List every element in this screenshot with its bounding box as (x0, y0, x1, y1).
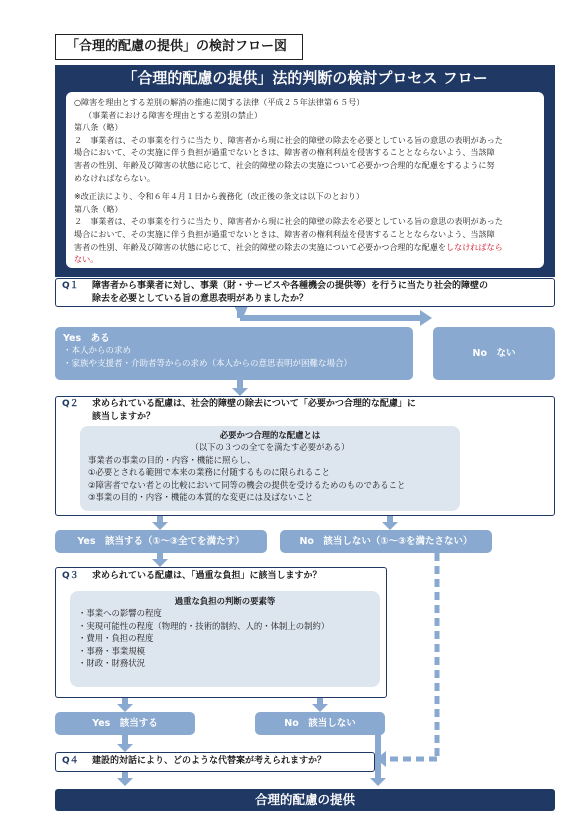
article-heading-revised: 第八条（略） (74, 203, 123, 214)
q3-info-item: ・費用・負担の程度 (78, 633, 154, 644)
arrow-q3-head (152, 559, 168, 567)
arrow-no-head (420, 310, 432, 326)
arrow-result-left-head (117, 778, 133, 786)
act-name: ○障害を理由とする差別の解消の推進に関する法律（平成２５年法律第６５号） (74, 97, 365, 107)
q2-line1: 求められている配慮は、社会的障壁の除去について「必要かつ合理的な配慮」に (92, 399, 416, 409)
q2-info-line: 事業者の事業の目的・内容・機能に照らし、 (88, 454, 256, 465)
q2-info-line: ②障害者でない者との比較において同等の機会の提供を受けるためのものであること (88, 479, 406, 490)
arrow-q3-yes-head (117, 704, 133, 712)
q3-text: 求められている配慮は、「過重な負担」に該当しますか？ (92, 571, 322, 581)
q2-info-title: 必要かつ合理的な配慮とは (219, 430, 321, 440)
q1-no-box: No ない (433, 327, 555, 380)
article-line: めなければならない。 (74, 172, 155, 183)
obligation-highlight: しなければなら (446, 241, 503, 252)
q1-yes-box (55, 327, 413, 380)
q1-yes-label: Yes ある (63, 333, 110, 344)
law-heading: 「合理的配慮の提供」法的判断の検討プロセス フロー (122, 69, 488, 87)
arrow-q4-head (117, 744, 133, 752)
result-box: 合理的配慮の提供 (55, 789, 555, 811)
q3-number: Q３ (62, 571, 79, 581)
q3-info-title: 過重な負担の判断の要素等 (174, 596, 276, 606)
q2-info-line: ①必要とされる範囲で本来の業務に付随するものに限られること (88, 467, 331, 478)
arrow-q3-no-down-head (370, 778, 386, 786)
article-heading: 第八条（略） (74, 122, 123, 133)
revised-line: 場合において、その実施に伴う負担が過重でないときは、障害者の権利利益を侵害することとならないよう、当該障 (74, 228, 495, 239)
page-title: 「合理的配慮の提供」の検討フロー図 (55, 34, 303, 60)
q2-line2: 該当しますか？ (92, 412, 156, 422)
article-line: ２ 事業者は、その事業を行うに当たり、障害者から現に社会的障壁の除去を必要としている旨の意思の表明があった (74, 134, 503, 145)
article-line: 害者の性別、年齢及び障害の状態に応じて、社会的障壁の除去の実施について必要かつ合理的な配慮をするように努 (74, 159, 495, 170)
q1-number: Q１ (62, 281, 79, 291)
q4-text: 建設的対話により、どのような代替案が考えられますか？ (92, 756, 327, 766)
q1-line1: 障害者から事業者に対し、事業（財・サービスや各種機会の提供等）を行うに当たり社会的障壁の (92, 281, 489, 291)
revised-line: ない。 (74, 254, 99, 265)
q2-info-subtitle: （以下の３つの全てを満たす必要がある） (190, 442, 350, 453)
q3-info-item: ・事務・事業規模 (78, 645, 145, 656)
q3-info-item: ・事業への影響の程度 (78, 608, 162, 619)
q2-yes-box: Yes 該当する（①～③全てを満たす） (55, 530, 267, 553)
revised-line: 害者の性別、年齢及び障害の状態に応じて、社会的障壁の除去の実施について必要かつ合理的な配慮をしなければなら (74, 241, 503, 252)
q2-info-line: ③事業の目的・内容・機能の本質的な変更には及ばないこと (88, 492, 314, 503)
act-subtitle: （事業者における障害を理由とする差別の禁止） (84, 109, 263, 120)
q2-info-box (80, 426, 460, 511)
article-line: 場合において、その実施に伴う負担が過重でないときは、障害者の権利利益を侵害することとならないよう、当該障 (74, 147, 495, 158)
arrow-q2-yes-head (152, 522, 168, 530)
arrow-q2-head (232, 388, 248, 396)
q4-number: Q４ (62, 756, 79, 766)
q3-no-box: No 該当しない (255, 712, 385, 735)
arrow-q2-no-head (382, 522, 398, 530)
q2-number: Q２ (62, 399, 79, 409)
q1-line2: 除去を必要としている旨の意思表明がありましたか？ (92, 294, 309, 304)
revision-note: ※改正法により、令和６年４月１日から義務化（改正後の条文は以下のとおり） (74, 191, 365, 202)
revised-line: ２ 事業者は、その事業を行うに当たり、障害者から現に社会的障壁の除去を必要としている旨の意思の表明があった (74, 216, 503, 227)
q3-info-item: ・財政・財務状況 (78, 658, 145, 669)
q2-no-box: No 該当しない（①～③を満たさない） (280, 530, 492, 553)
q1-yes-item: ・本人からの求め (63, 346, 132, 356)
q3-info-item: ・実現可能性の程度（物理的・技術的制約、人的・体制上の制約） (78, 620, 330, 631)
q1-yes-item: ・家族や支援者・介助者等からの求め（本人からの意思表明が困難な場合） (63, 359, 353, 369)
q3-info-box (70, 591, 380, 687)
q3-yes-box: Yes 該当する (55, 712, 195, 735)
arrow-q3-no-head (312, 704, 328, 712)
